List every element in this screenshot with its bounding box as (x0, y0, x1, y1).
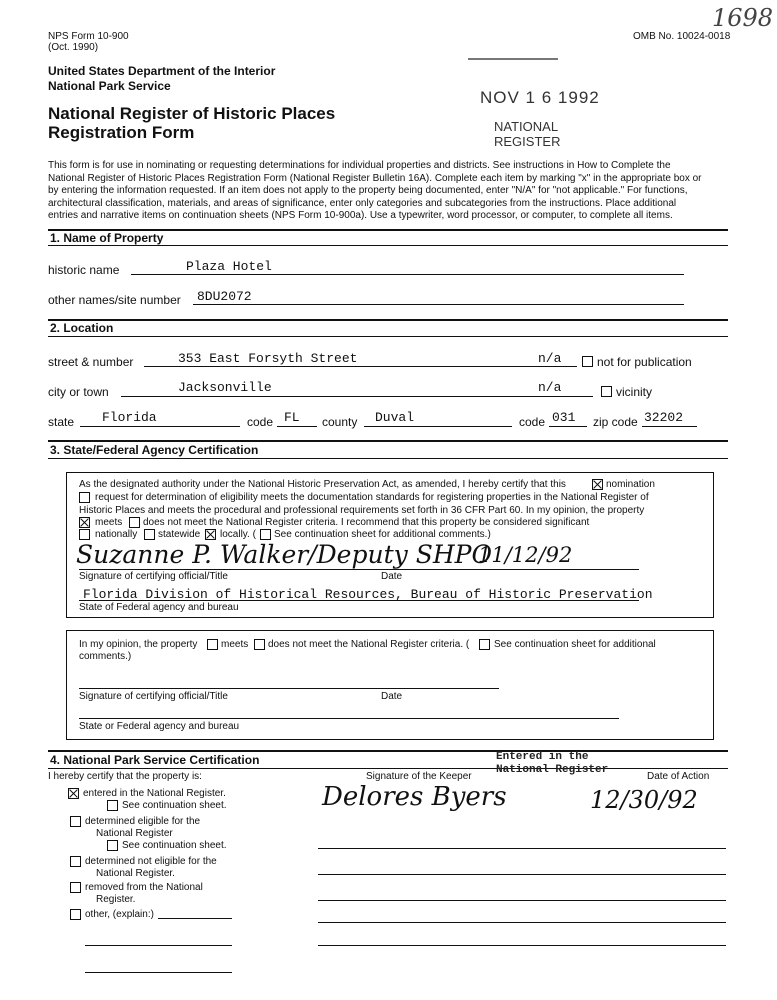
statewide-label: statewide (158, 529, 201, 540)
street-na[interactable]: n/a (538, 351, 562, 366)
section3-heading: 3. State/Federal Agency Certification (50, 443, 259, 457)
stamp-smudge (468, 58, 558, 60)
other-explain-line (85, 945, 232, 946)
does-not-meet-label: does not meet the National Register criteria. I recommend that this property be considered significant (143, 517, 590, 528)
state-line (80, 426, 240, 427)
nomination-checkbox[interactable] (592, 479, 603, 490)
section-rule (48, 245, 728, 246)
agency-line-2 (79, 718, 619, 719)
removed-line1: removed from the National (85, 882, 203, 893)
zip-label: zip code (593, 415, 638, 429)
keeper-line (318, 922, 726, 923)
intro-line: This form is for use in nominating or requesting determinations for individual properties and districts. See instructions in How to Complete the (48, 160, 671, 171)
nomination-label: nomination (606, 479, 655, 490)
date-of-action-label: Date of Action (647, 771, 710, 782)
removed-line2: Register. (96, 894, 136, 905)
street-field[interactable]: 353 East Forsyth Street (178, 351, 358, 366)
intro-line: by entering the information requested. If an item does not apply to the property being documented, enter "N/A" for "not applicable." For functions, (48, 185, 688, 196)
keeper-line (318, 945, 726, 946)
section-rule (48, 336, 728, 337)
section-rule (48, 440, 728, 442)
street-line (144, 366, 577, 367)
page-subtitle: Registration Form (48, 123, 195, 142)
nationally-checkbox[interactable] (79, 529, 90, 540)
signature-label-2: Signature of certifying official/Title (79, 691, 228, 702)
not-for-publication-checkbox[interactable] (582, 356, 593, 367)
section1-heading: 1. Name of Property (50, 231, 164, 245)
county-code-field[interactable]: 031 (552, 410, 576, 425)
cert-line3: Historic Places and meets the procedural and professional requirements set forth in 36 CFR Part 60. In my opinion, the property (79, 505, 645, 516)
nationally-label: nationally (95, 529, 138, 540)
historic-name-line (131, 274, 684, 275)
state-code-field[interactable]: FL (284, 410, 300, 425)
section-rule (48, 458, 728, 459)
eligible-line2: National Register (96, 828, 173, 839)
not-eligible-line1: determined not eligible for the (85, 856, 217, 867)
opinion-meets-label: meets (221, 639, 249, 650)
keeper-signature: Delores Byers (322, 782, 507, 812)
date-of-action-value: 12/30/92 (590, 786, 698, 814)
county-code-label: code (519, 415, 546, 429)
section-rule (48, 768, 728, 769)
zip-field[interactable]: 32202 (644, 410, 684, 425)
historic-name-field[interactable]: Plaza Hotel (186, 259, 272, 274)
vicinity-label: vicinity (616, 385, 653, 399)
historic-name-label: historic name (48, 263, 120, 277)
opinion-meets-checkbox[interactable] (207, 639, 218, 650)
agency-line2: National Park Service (48, 79, 171, 93)
opinion-does-not-meet-checkbox[interactable] (254, 639, 265, 650)
city-line (121, 396, 593, 397)
agency-label: State of Federal agency and bureau (79, 602, 239, 613)
eligible-see-continuation-label: See continuation sheet. (122, 840, 227, 851)
locally-checkbox[interactable] (205, 529, 216, 540)
opinion-see-continuation-label: See continuation sheet for additional (494, 639, 656, 650)
not-for-publication-label: not for publication (597, 355, 692, 369)
keeper-line (318, 848, 726, 849)
county-code-line (549, 426, 587, 427)
intro-paragraph (48, 160, 738, 223)
signature-line-2 (79, 688, 499, 689)
opinion-see-continuation-checkbox[interactable] (479, 639, 490, 650)
state-field[interactable]: Florida (102, 410, 157, 425)
agency-line (79, 600, 639, 601)
not-eligible-line2: National Register. (96, 868, 175, 879)
section4-heading: 4. National Park Service Certification (50, 753, 260, 767)
county-field[interactable]: Duval (375, 410, 415, 425)
see-continuation-checkbox[interactable] (260, 529, 271, 540)
page-title: National Register of Historic Places (48, 104, 336, 123)
agency-line1: United States Department of the Interior (48, 64, 276, 78)
received-stamp-date: NOV 1 6 1992 (480, 88, 600, 107)
meets-checkbox[interactable] (79, 517, 90, 528)
other-checkbox[interactable] (70, 909, 81, 920)
omb-number: OMB No. 10024-0018 (633, 31, 731, 42)
keeper-line (318, 874, 726, 875)
determined-eligible-checkbox[interactable] (70, 816, 81, 827)
other-explain-line (85, 972, 232, 973)
intro-line: National Register of Historic Places Registration Form (National Register Bulletin 16A). Complete each item by marking "x" in the appropriate box or (48, 172, 702, 184)
agency-label-2: State or Federal agency and bureau (79, 721, 240, 732)
agency-field[interactable]: Florida Division of Historical Resources, Bureau of Historic Preservation (83, 587, 653, 602)
request-eligibility-checkbox[interactable] (79, 492, 90, 503)
city-field[interactable]: Jacksonville (178, 380, 272, 395)
entered-stamp-line2: National Register (496, 764, 609, 776)
section-rule (48, 750, 728, 752)
locally-label: locally. ( (220, 529, 256, 540)
section2-heading: 2. Location (50, 321, 114, 335)
handwritten-number: 1698 (712, 4, 774, 32)
meets-label: meets (95, 517, 123, 528)
section-rule (48, 319, 728, 321)
entered-see-continuation-checkbox[interactable] (107, 800, 118, 811)
determined-not-eligible-checkbox[interactable] (70, 856, 81, 867)
signature-line (79, 569, 639, 570)
received-stamp-line1: NATIONAL (494, 119, 559, 134)
entered-stamp-line1: Entered in the (496, 751, 589, 763)
signature-label: Signature of certifying official/Title (79, 571, 228, 582)
other-explain-line (158, 918, 232, 919)
certifying-date: 11/12/92 (478, 543, 573, 567)
state-code-label: code (247, 415, 274, 429)
county-label: county (322, 415, 358, 429)
certifying-signature: Suzanne P. Walker/Deputy SHPO (76, 540, 492, 569)
intro-line: architectural classification, materials, and areas of significance, enter only categories and subcategories from the instructions. Place additional (48, 197, 677, 209)
city-na[interactable]: n/a (538, 380, 562, 395)
other-names-line (193, 304, 684, 305)
vicinity-checkbox[interactable] (601, 386, 612, 397)
eligible-see-continuation-checkbox[interactable] (107, 840, 118, 851)
entered-label: entered in the National Register. (83, 788, 226, 799)
removed-checkbox[interactable] (70, 882, 81, 893)
state-label: state (48, 415, 75, 429)
other-label: other, (explain:) (85, 909, 154, 920)
opinion-does-not-meet-label: does not meet the National Register criteria. ( (268, 639, 470, 650)
statewide-checkbox[interactable] (144, 529, 155, 540)
entered-checkbox[interactable] (68, 788, 79, 799)
entered-see-continuation-label: See continuation sheet. (122, 800, 227, 811)
opinion-line2: comments.) (79, 651, 132, 662)
intro-line: entries and narrative items on continuation sheets (NPS Form 10-900a). Use a typewriter, word processor, or computer, to complete all items. (48, 210, 673, 221)
received-stamp-line2: REGISTER (494, 134, 561, 149)
date-label: Date (381, 571, 403, 582)
eligible-line1: determined eligible for the (85, 816, 201, 827)
cert-line2: request for determination of eligibility meets the documentation standards for registering properties in the National Register of (95, 492, 649, 503)
certify-label: I hereby certify that the property is: (48, 771, 202, 782)
cert-line1: As the designated authority under the National Historic Preservation Act, as amended, I hereby certify that this (79, 479, 566, 490)
does-not-meet-checkbox[interactable] (129, 517, 140, 528)
county-line (364, 426, 512, 427)
state-code-line (277, 426, 317, 427)
form-number: NPS Form 10-900 (48, 31, 129, 42)
keeper-line (318, 900, 726, 901)
other-names-label: other names/site number (48, 293, 181, 307)
street-label: street & number (48, 355, 134, 369)
see-continuation-label: See continuation sheet for additional comments.) (274, 529, 491, 540)
opinion-line1: In my opinion, the property (79, 639, 198, 650)
form-date: (Oct. 1990) (48, 42, 99, 53)
other-names-field[interactable]: 8DU2072 (197, 289, 252, 304)
date-label-2: Date (381, 691, 403, 702)
zip-line (642, 426, 697, 427)
signature-keeper-label: Signature of the Keeper (366, 771, 472, 782)
city-label: city or town (48, 385, 109, 399)
